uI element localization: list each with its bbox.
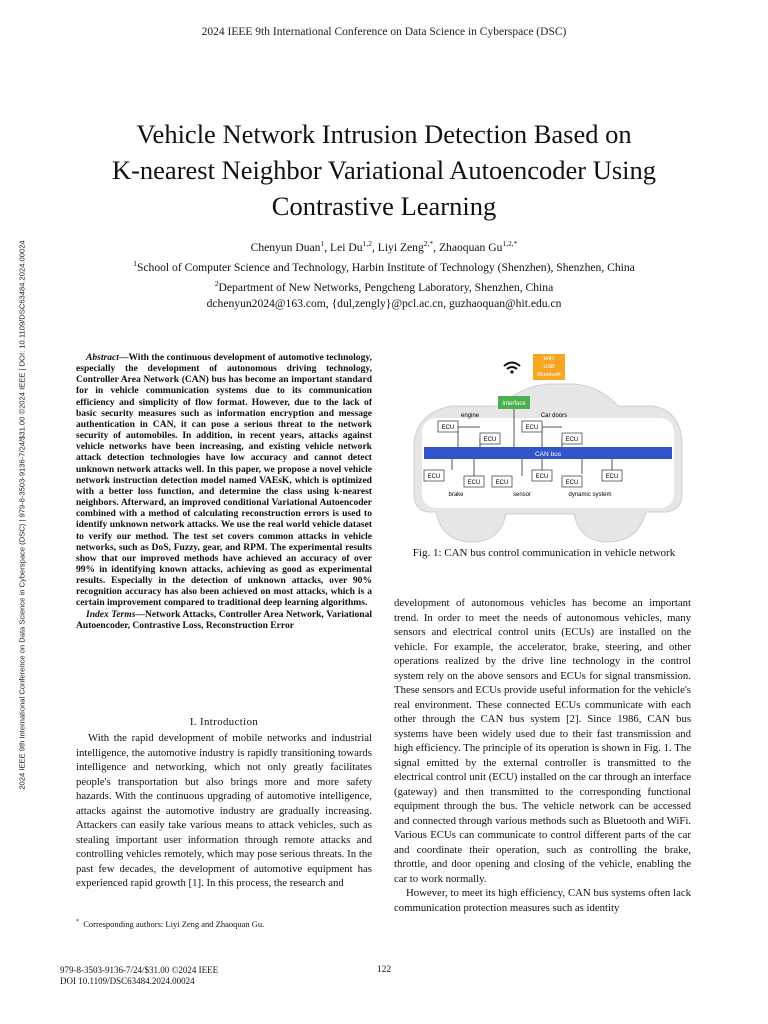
author-sup: 2,* [423,239,434,248]
author-sup: 1,2 [362,239,372,248]
ecu-label: ECU [535,474,549,480]
ecu-label: ECU [525,425,539,431]
ecu-label: ECU [467,480,481,486]
ecu-label: ECU [565,437,579,443]
ecu-label: ECU [441,425,455,431]
index-terms [76,609,372,631]
brake-label: brake [448,492,464,498]
car-doors-label: Car doors [540,413,568,419]
abstract-paragraph [76,352,372,609]
side-strip-text: 2024 IEEE 9th International Conference on Data Science in Cyberspace (DSC) | 979-8-3503-9136-7/24/$31.00 ©2024 IEEE | DOI: 10.1109/DSC63484.2024.00024 [17,240,27,790]
author-emails: dchenyun2024@163.com, {dul,zengly}@pcl.ac.cn, guzhaoquan@hit.edu.cn [206,296,562,310]
abstract [76,352,372,631]
author-name: Lei Du [330,240,363,254]
title-line-3: Contrastive Learning [271,191,497,221]
author-names: Chenyun Duan$^1$, Lei Du$^{1,2}$, Liyi Zeng$^{2,*}$, Zhaoquan $Gu^{1,2,*}$ [250,239,518,254]
abstract-text: —With the continuous development of automotive technology, especially the development of autonomous driving technology, Controller Area Network (CAN) bus has become an important standard for in vehicle communication systems due to its communication efficiency and simplicity of flow format. However, due to the lack of basic security measures such as information encryption and message authentication in CAN, it can pose a serious threat to the network security of automobiles. In addition, in recent years, attacks against vehicle networks have been increasing, and existing vehicle network attack detection technologies have low accuracy and cannot detect unknown network attacks well. In this paper, we propose a novel vehicle network instruction detection model named VAEsK, which is optimized with a better loss function, and determine the class using k-nearest neighbors. Afterward, an improved conditional Variational Autoencoder combined with a method of calculating reconstruction errors is used to identify unknown network attacks. We use the real world vehicle dataset to verify our method. The test set covers common attacks in vehicle networks, such as DoS, Fuzzy, gear, and RPM. The experimental results show that our improved methods have achieved an accuracy of over 99% in identifying known attacks, achieving as good as experimental results. Especially in the detection of unknown attacks, over 90% recognition accuracy has also been achieved on most attacks, which is a certain improvement compared to traditional deep learning algorithms. [76,352,372,609]
footnote-text: Corresponding authors: Liyi Zeng and Zhaoquan Gu. [83,919,265,929]
conference-header: 2024 IEEE 9th International Conference on Data Science in Cyberspace (DSC) [201,26,567,38]
body-paragraph: However, to meet its high efficiency, CAN bus systems often lack communication protection measures such as identity [394,887,691,914]
usb-label: USB [543,364,555,370]
engine-label: engine [460,413,480,419]
figure-caption: Fig. 1: CAN bus control communication in vehicle network [412,547,676,559]
can-bus-diagram [396,346,692,546]
footer-doi: DOI 10.1109/DSC63484.2024.00024 [60,976,195,986]
intro-paragraph: With the rapid development of mobile networks and industrial intelligence, the automotive industry is rapidly transitioning towards intelligence and networking, which not only greatly facilitates people's transportation but also brings more and more safety hazards. With the continuous upgrading of automotive intelligence, attacks against the automotive industry are gradually increasing. Attackers can easily take various means to attack vehicles, such as stealing important user information through remote attacks and controlling vehicles remotely, which may pose serious threats. In the past few decades, the development of automotive equipment has experienced rapid growth [1]. In this process, the research and [76,732,372,889]
footnote [76,919,372,929]
title-line-2: K-nearest Neighbor Variational Autoencoder Using [111,155,657,185]
author-sup: 1,2,* [502,239,518,248]
index-terms-text: —Network Attacks, Controller Area Network, Variational Autoencoder, Contrastive Loss, Reconstruction Error [76,608,372,631]
ecu-label: ECU [483,437,497,443]
footer-isbn: 979-8-3503-9136-7/24/$31.00 ©2024 IEEE [60,965,219,975]
author-name: Zhaoquan Gu [438,240,503,254]
footnote-mark: * [76,919,79,926]
interface-label: Interface [502,401,526,407]
ecu-label: ECU [427,474,441,480]
ecu-label: ECU [565,480,579,486]
author-block [60,236,708,312]
affiliation-2: $^2$Department of New Networks, Pengcheng Laboratory, Shenzhen, China [214,278,554,294]
affiliation-1: $^1$School of Computer Science and Technology, Harbin Institute of Technology (Shenzhen), Shenzhen, China [133,258,635,274]
figure-can-bus [396,346,692,546]
abstract-label: Abstract [86,352,119,363]
paper-title [60,116,708,224]
ecu-label: ECU [605,474,619,480]
author-name: Liyi Zeng [377,240,424,254]
section-heading-introduction: I. Introduction [189,716,259,728]
introduction-body [76,731,372,891]
sensor-label: sensor [512,492,532,498]
dynamic-system-label: dynamic system [568,492,612,498]
title-line-1: Vehicle Network Intrusion Detection Based on [136,119,632,149]
page-number: 122 [376,965,392,975]
wifi-label: WiFi [543,356,555,362]
body-paragraph: development of autonomous vehicles has become an important trend. In order to meet the needs of autonomous vehicles, many sensors and electrical control units (ECUs) are installed on the vehicle. For example, the accelerator, brake, steering, and other operations realized by the drive line technology in the control system rely on the above sensors and ECUs for signal transmission. These sensors and ECUs provide useful information for the vehicle's real environment. These connected ECUs communicate with each other through the CAN bus system [2]. Since 1986, CAN bus systems have been widely used due to their fast transmission and high efficiency. The principle of its operation is shown in Fig. 1. The signal emitted by the external controller is transmitted to the electrical control unit (ECU) installed on the car through an interface (gateway) and then transmitted to the corresponding functional equipment through the bus. The vehicle network can be accessed and connected through various methods such as Bluetooth and WiFi. Various ECUs can communicate to control different parts of the car and coordinate their operation, such as controlling the brake, throttle, and door opening and closing of the vehicle, enabling the car to work normally. [394,597,691,885]
index-terms-label: Index Terms [86,608,136,620]
wifi-icon [504,363,520,374]
can-bus-label: CAN bus [534,451,562,458]
ecu-label: ECU [495,480,509,486]
bluetooth-label: Bluetooth [537,372,561,378]
author-name: Chenyun Duan [250,240,321,254]
author-sup: 1 [320,239,325,248]
side-strip [15,170,29,860]
right-column-body [394,596,691,915]
